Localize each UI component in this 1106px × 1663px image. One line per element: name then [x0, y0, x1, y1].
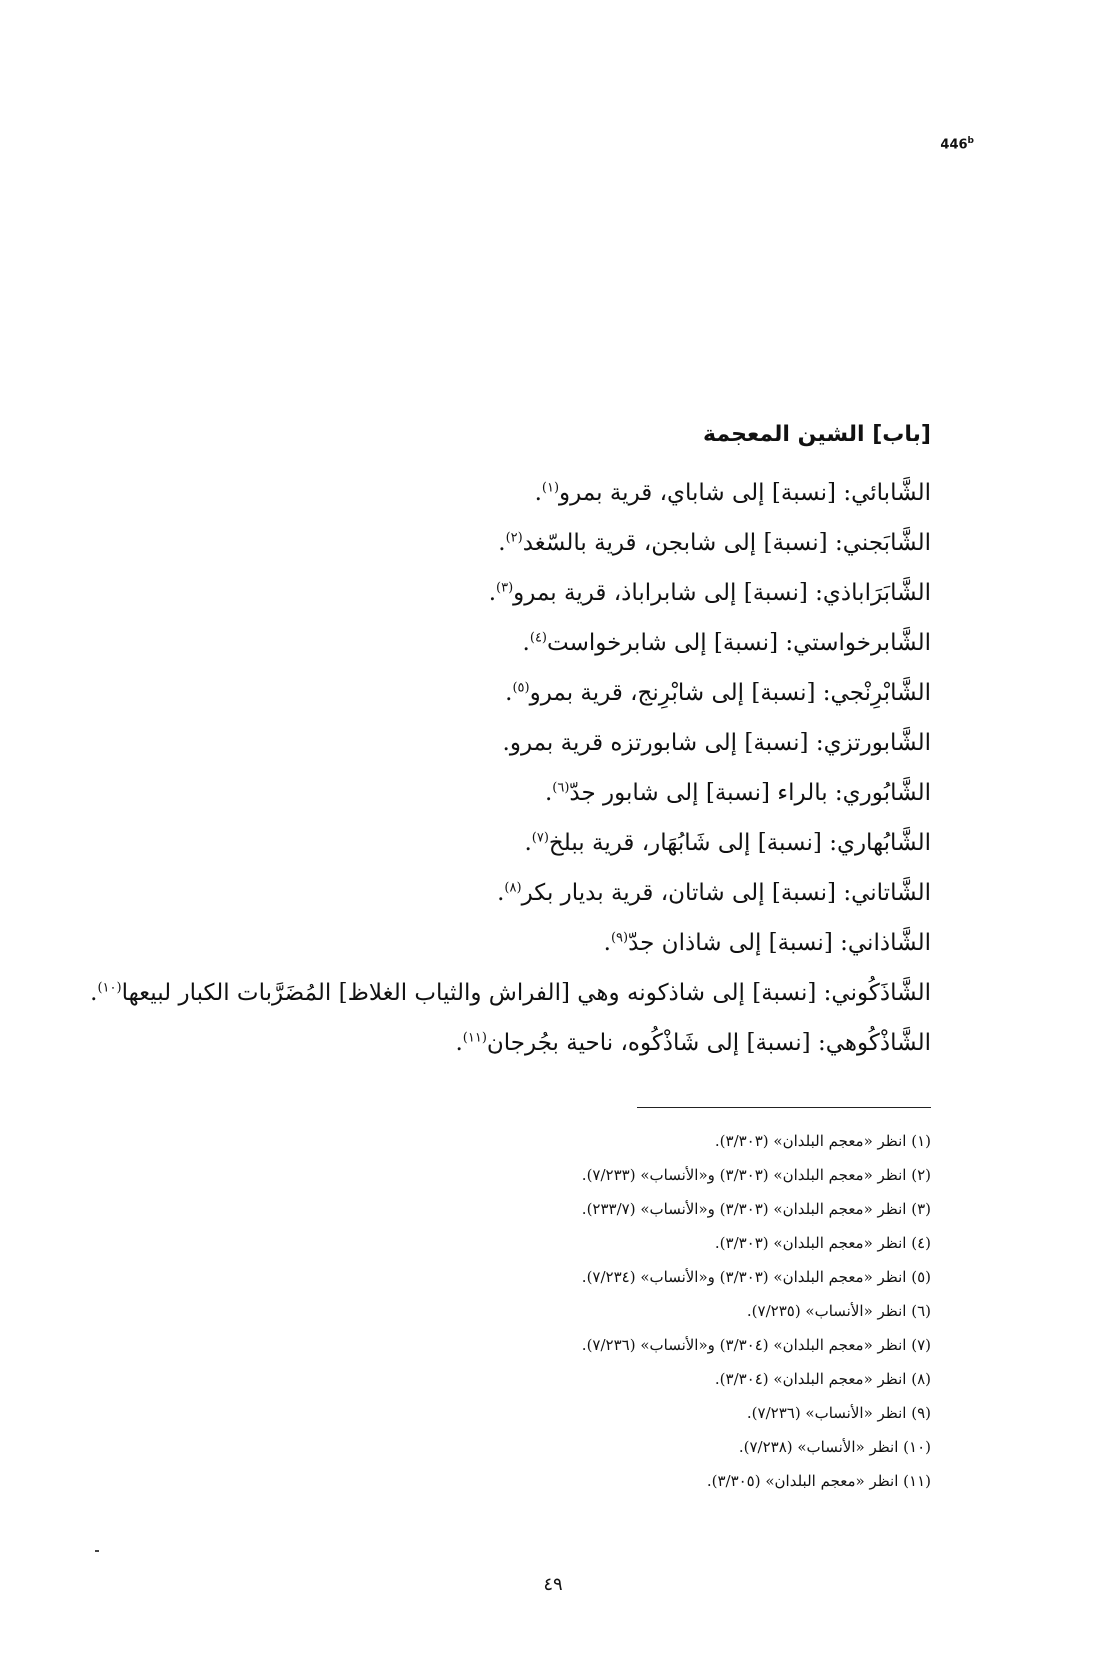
footnote: (٣) انظر «معجم البلدان» (٣/٣٠٣) و«الأنساب» (٢٣٣/٧).: [581, 1200, 931, 1218]
entry-end: .: [505, 680, 513, 706]
entry: [101, 518, 931, 568]
entry: [101, 618, 931, 668]
entry: [101, 868, 931, 918]
footnote: (٥) انظر «معجم البلدان» (٣/٣٠٣) و«الأنساب» (٧/٢٣٤).: [581, 1268, 931, 1286]
entry: [101, 668, 931, 718]
footnote: (٤) انظر «معجم البلدان» (٣/٣٠٣).: [714, 1234, 931, 1252]
folio-reference: [940, 136, 974, 152]
entry-text: الشَّابائي: [نسبة] إلى شاباي، قرية بمرو: [559, 480, 931, 506]
entry-end: .: [497, 880, 505, 906]
entry: [101, 718, 931, 768]
footnote: (٧) انظر «معجم البلدان» (٣/٣٠٤) و«الأنساب» (٧/٢٣٦).: [581, 1336, 931, 1354]
entry-text: الشَّابورتزي: [نسبة] إلى شابورتزه قرية بمرو.: [502, 730, 931, 756]
footnote-list: [231, 1124, 931, 1498]
entry-text: الشَّابرخواستي: [نسبة] إلى شابرخواست: [547, 630, 931, 656]
footnote: (١١) انظر «معجم البلدان» (٣/٣٠٥).: [706, 1472, 931, 1490]
entry-end: .: [522, 630, 530, 656]
footnote: (١٠) انظر «الأنساب» (٧/٢٣٨).: [738, 1438, 931, 1456]
footnote: (١) انظر «معجم البلدان» (٣/٣٠٣).: [714, 1132, 931, 1150]
footnote-marker: (٤): [529, 630, 547, 646]
entry-text: الشَّابُهاري: [نسبة] إلى شَابُهَار، قرية ببلخ: [548, 830, 931, 856]
scan-speck: [95, 1550, 99, 1552]
entry-text: الشَّاتاني: [نسبة] إلى شاتان، قرية بديار بكر: [521, 880, 931, 906]
footnote-marker: (٧): [531, 830, 549, 846]
footnote: (٢) انظر «معجم البلدان» (٣/٣٠٣) و«الأنساب» (٧/٢٣٣).: [581, 1166, 931, 1184]
entry-end: .: [603, 930, 611, 956]
entry: [101, 918, 931, 968]
entry-text: الشَّاذَكُوني: [نسبة] إلى شاذكونه وهي [الفراش والثياب الغلاظ] المُضَرَّبات الكبار لبيعها: [121, 980, 931, 1006]
footnote-marker: (١): [541, 480, 560, 496]
footnote-marker: (٦): [552, 780, 570, 796]
footnote-marker: (١٠): [97, 980, 122, 996]
entry-text: الشَّابُوري: بالراء [نسبة] إلى شابور جدّ: [569, 780, 931, 806]
entry-text: الشَّابَرَاباذي: [نسبة] إلى شابراباذ، قرية بمرو: [513, 580, 931, 606]
footnote-marker: (٩): [610, 930, 629, 946]
footnote-marker: (١١): [462, 1030, 487, 1046]
entry-list: [90, 468, 931, 1068]
entry: [101, 818, 931, 868]
entry-end: .: [488, 580, 497, 606]
entry-text: الشَّابْرِنْجي: [نسبة] إلى شابْرِنج، قرية بمرو: [529, 680, 931, 706]
folio-side: b: [967, 136, 974, 146]
footnote-marker: (٥): [512, 680, 530, 696]
entry-end: .: [498, 530, 506, 556]
footnote: (٦) انظر «الأنساب» (٧/٢٣٥).: [746, 1302, 931, 1320]
folio-number: 446: [940, 137, 968, 153]
entry: [101, 1018, 931, 1068]
entry-end: .: [544, 780, 553, 806]
footnote: (٨) انظر «معجم البلدان» (٣/٣٠٤).: [714, 1370, 931, 1388]
footnote-divider: [637, 1107, 931, 1108]
entry-end: .: [90, 980, 98, 1006]
entry: [101, 468, 931, 518]
entry: [101, 568, 931, 618]
section-heading: [باب] الشين المعجمة: [703, 422, 931, 447]
entry-text: الشَّابَجني: [نسبة] إلى شابجن، قرية بالسّغد: [522, 530, 931, 556]
footnote: (٩) انظر «الأنساب» (٧/٢٣٦).: [746, 1404, 931, 1422]
footnote-marker: (٢): [505, 530, 523, 546]
footnote-marker: (٣): [496, 580, 514, 596]
entry-end: .: [455, 1030, 463, 1056]
footnote-marker: (٨): [504, 880, 522, 896]
entry: [101, 768, 931, 818]
entry-text: الشَّاذْكُوهي: [نسبة] إلى شَاذْكُوه، ناحية بجُرجان: [486, 1030, 931, 1056]
page-number: ٤٩: [543, 1574, 563, 1595]
entry-end: .: [524, 830, 532, 856]
entry-text: الشَّاذاني: [نسبة] إلى شاذان جدّ: [628, 930, 931, 956]
entry: [90, 968, 931, 1018]
entry-end: .: [534, 480, 542, 506]
